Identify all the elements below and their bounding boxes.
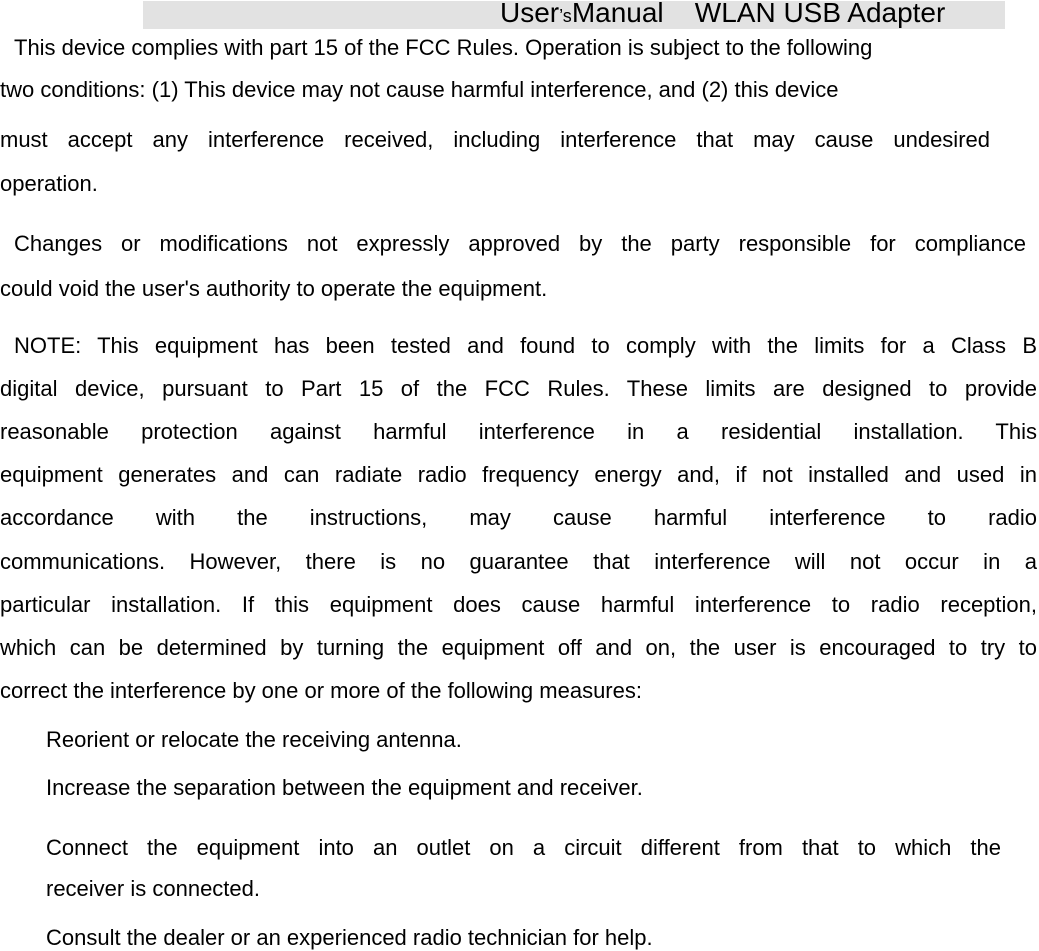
p2-line1: Changes or modifications not expressly approved by the party responsible for compliance	[14, 231, 1026, 256]
p3-line1: NOTE: This equipment has been tested and found to comply with the limits for a Class B	[14, 333, 1037, 358]
page-header	[500, 0, 945, 31]
p1-line1: This device complies with part 15 of the FCC Rules. Operation is subject to the following	[14, 35, 873, 60]
measure-3-line1: Connect the equipment into an outlet on a circuit different from that to which the	[46, 835, 1001, 860]
p3-line3: reasonable protection against harmful interference in a residential installation. This	[0, 419, 1037, 444]
p3-line9: correct the interference by one or more of the following measures:	[0, 678, 642, 703]
p3-line8: which can be determined by turning the equipment off and on, the user is encouraged to try to	[0, 635, 1037, 660]
p3-line2: digital device, pursuant to Part 15 of the FCC Rules. These limits are designed to provide	[0, 376, 1037, 401]
p2-line2: could void the user's authority to operate the equipment.	[0, 276, 548, 301]
measure-4: Consult the dealer or an experienced radio technician for help.	[46, 925, 653, 950]
p1-line2: two conditions: (1) This device may not cause harmful interference, and (2) this device	[0, 77, 839, 102]
p3-line4: equipment generates and can radiate radio frequency energy and, if not installed and used in	[0, 462, 1037, 487]
p1-line4: operation.	[0, 171, 98, 196]
measure-3-line2: receiver is connected.	[46, 876, 260, 901]
measure-2: Increase the separation between the equipment and receiver.	[46, 775, 643, 800]
measure-1: Reorient or relocate the receiving antenna.	[46, 727, 462, 752]
p3-line6: communications. However, there is no guarantee that interference will not occur in a	[0, 549, 1037, 574]
p3-line5: accordance with the instructions, may cause harmful interference to radio	[0, 505, 1037, 530]
header-product: WLAN USB Adapter	[694, 0, 946, 28]
header-apostrophe: ’s	[559, 6, 572, 26]
header-manual: Manual	[571, 0, 664, 28]
header-users: User	[500, 0, 560, 28]
p1-line3: must accept any interference received, including interference that may cause undesired	[0, 127, 990, 152]
p3-line7: particular installation. If this equipment does cause harmful interference to radio reception,	[0, 592, 1037, 617]
